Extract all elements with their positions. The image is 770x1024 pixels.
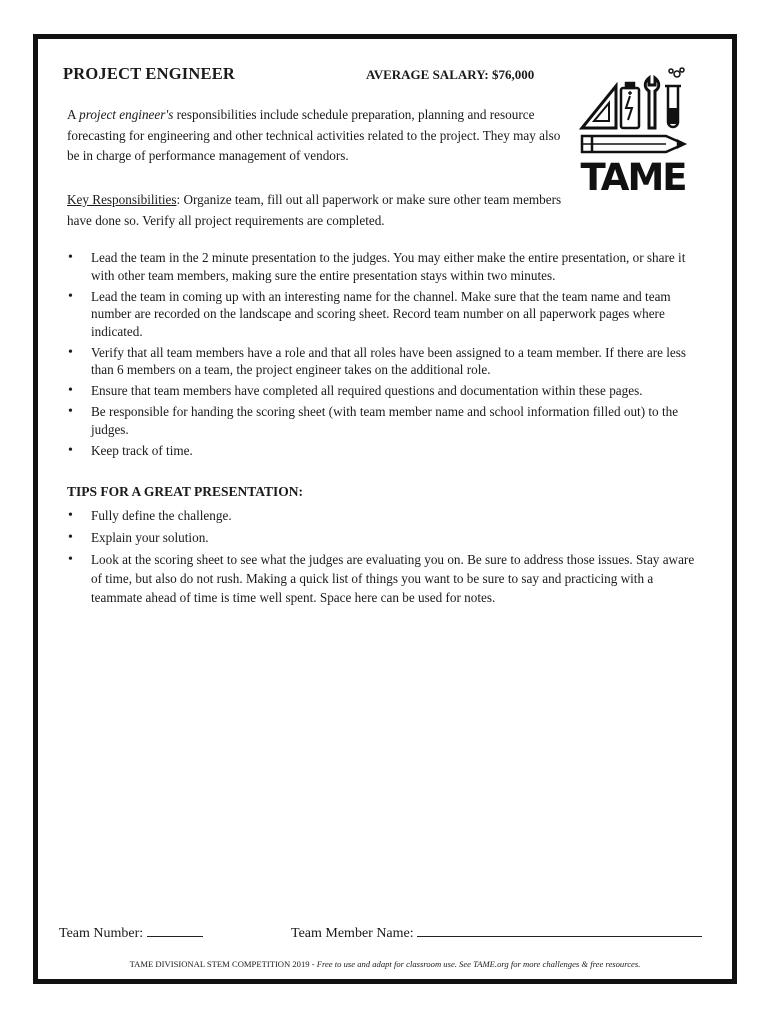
list-item: • Verify that all team members have a role and that all roles have been assigned to a team member. If there are less than 6 members on a team, the project engineer takes on the additional role. [67,344,702,379]
list-item: • Keep track of time. [67,442,702,460]
role-italic: project engineer's [79,107,174,122]
list-item: • Fully define the challenge. [67,507,702,526]
tips-list [67,507,702,611]
team-number-blank[interactable] [147,925,203,937]
test-tube-icon [665,68,684,127]
set-square-icon [582,86,616,128]
footer-credit: TAME DIVISIONAL STEM COMPETITION 2019 - Free to use and adapt for classroom use. See TAME.org for more challenges & free resources. [129,959,641,969]
list-item: • Explain your solution. [67,529,702,548]
team-number-field[interactable] [59,925,203,942]
average-salary: AVERAGE SALARY: $76,000 [366,67,535,82]
team-member-name-label: Team Member Name: [291,926,414,941]
wrench-icon [645,78,659,128]
list-item: • Lead the team in the 2 minute presentation to the judges. You may either make the entire presentation, or share it with other team members, making sure the entire presentation stays within two minutes. [67,249,702,284]
battery-icon [621,83,639,128]
key-responsibilities: Key Responsibilities: Organize team, fill out all paperwork or make sure other team members have done so. Verify all project requirements are completed. [67,192,562,228]
tame-wordmark: TAME [580,156,686,192]
list-item: • Be responsible for handing the scoring sheet (with team member name and school information filled out) to the judges. [67,403,702,438]
team-member-name-field[interactable] [291,925,702,942]
key-responsibilities-label: Key Responsibilities [67,192,177,207]
intro-paragraph: A project engineer's responsibilities include schedule preparation, planning and resource forecasting for engineering and other technical activities related to the project. They may also be in charge of performance management of vendors. [67,107,561,163]
tame-logo [578,66,688,192]
responsibility-list [67,249,702,463]
list-item: • Lead the team in coming up with an interesting name for the channel. Make sure that the team name and team number are recorded on the landscape and scoring sheet. Record team number on all paperwork pages where indicated. [67,288,702,341]
list-item: • Ensure that team members have completed all required questions and documentation within these pages. [67,382,702,400]
page-title: PROJECT ENGINEER [63,64,236,83]
tips-heading: TIPS FOR A GREAT PRESENTATION: [67,484,304,499]
team-number-label: Team Number: [59,926,144,941]
team-member-name-blank[interactable] [417,925,702,937]
pencil-icon [582,136,684,152]
list-item: • Look at the scoring sheet to see what the judges are evaluating you on. Be sure to address those issues. Stay aware of time, but also do not rush. Making a quick list of things you want to be sure to say and practicing with a teammate ahead of time is time well spent. Space here can be used for notes. [67,551,702,607]
